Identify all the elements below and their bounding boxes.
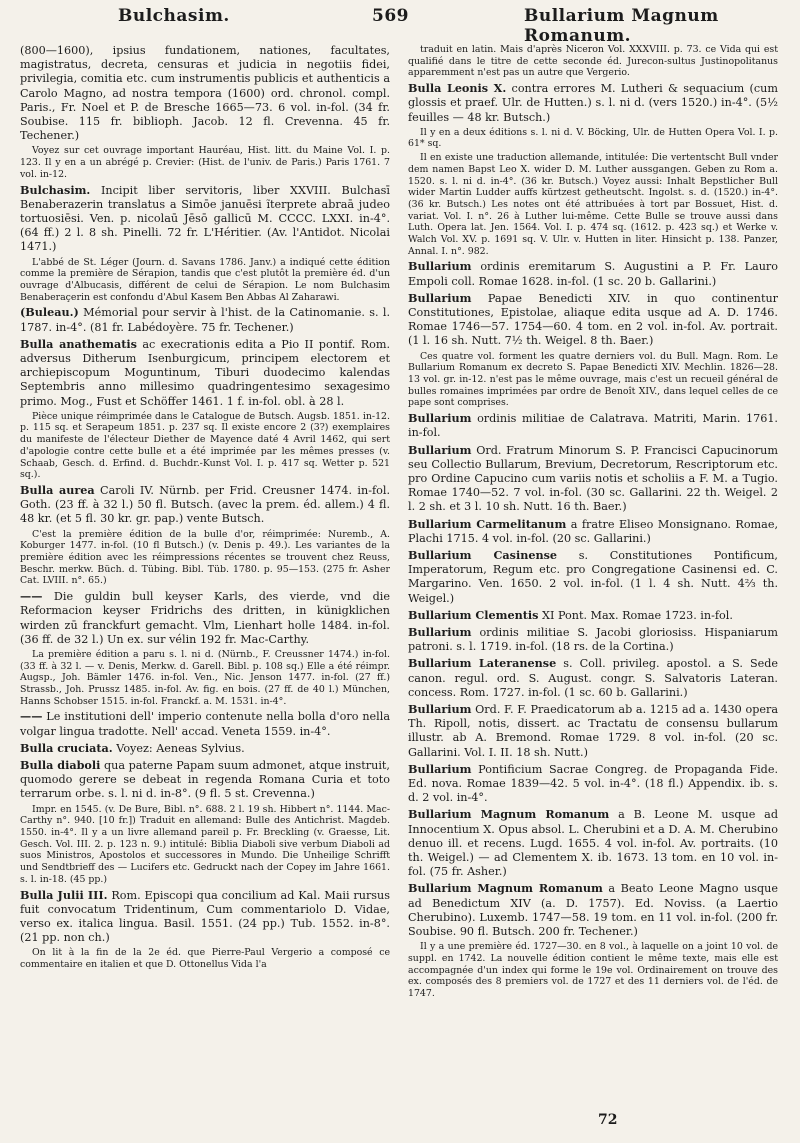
bibliographic-note [20, 649, 390, 708]
bibliographic-note [20, 257, 390, 304]
running-head-left: Bulchasim. [118, 6, 230, 26]
bibliographic-note [408, 351, 778, 410]
bibliographic-entry [20, 483, 390, 527]
entry-text: Mémorial pour servir à l'hist. de la Catinomanie. s. l. 1787. in-4°. (81 fr. Labédoyère. 75 fr. Techener.) [20, 306, 390, 334]
entry-title: Bullarium Magnum Romanum [408, 881, 603, 896]
entry-text: s. Constitutiones Pontificum, Imperatorum, Regum etc. pro Congregatione Casinensi ed. C. Margarino. Ven. 1650. 2 vol. in-fol. (1 l. 4 sh. Nutt. 4⅔ th. Weigel.) [408, 549, 778, 605]
bibliographic-entry [20, 709, 390, 738]
entry-title: Bulchasim. [20, 182, 91, 197]
entry-title: Bulla aurea [20, 483, 95, 497]
bibliographic-note [20, 804, 390, 886]
entry-text: Incipit liber servitoris, liber XXVIII. Bulchasī Benaberazerin translatus a Simōe januēsi ĩterprete abraā judeo tortuosiēsi. Ven. p. nicolaū Jēsō gallicū M. CCCC. LXXI. in-4°. (64 ff.) 2 l. 8 sh. Pinelli. 72 fr. L'Héritier. (Av. l'Antidot. Nicolai 1471.) [20, 183, 390, 254]
entry-text: Pontificium Sacrae Congreg. de Propaganda Fide. Ed. nova. Romae 1839—42. 5 vol. in-4°. (18 fl.) Appendix. ib. s. d. 2 vol. in-4°. [408, 762, 778, 805]
bibliographic-entry [408, 291, 778, 349]
entry-text: L'abbé de St. Léger (Journ. d. Savans 1786. Janv.) a indiqué cette édition comme la première de Sérapion, tandis que c'est plutôt la première éd. d'un ouvrage d'Albucasis, différent de celui de Sérapion. Le nom Bulchasim Benaberaçerin est confondu d'Abul Kasem Ben Abbas Al Zaharawi. [20, 256, 390, 303]
entry-text: Il y a une première éd. 1727—30. en 8 vol., à laquelle on a joint 10 vol. de suppl. en 1742. La nouvelle édition contient le même texte, mais elle est accompagnée d'un index qui forme le 19e vol. Ordinairement on trouve des ex. composés des 8 premiers vol. de 1727 et des 11 derniers vol. de l'éd. de 1747. [408, 941, 778, 1000]
entry-title: Bulla Leonis X. [408, 81, 507, 96]
bibliographic-entry [408, 81, 778, 125]
bibliographic-note [408, 127, 778, 150]
left-column [20, 44, 390, 973]
entry-title: Bullarium Lateranense [408, 656, 557, 671]
page-number: 569 [372, 6, 409, 26]
entry-title: Bulla Julii III. [20, 887, 108, 902]
entry-title: Bullarium [408, 411, 472, 426]
entry-text: Voyez sur cet ouvrage important Hauréau, Hist. litt. du Maine Vol. I. p. 123. Il y en a un abrégé p. Crevier: (Hist. de l'univ. de Paris.) Paris 1761. 7 vol. in-12. [20, 145, 390, 180]
entry-text: XI Pont. Max. Romae 1723. in-fol. [542, 608, 733, 622]
entry-title: Bullarium Casinense [408, 548, 557, 563]
entry-text: Le institutioni dell' imperio contenute nella bolla d'oro nella volgar lingua tradotte. Nell' accad. Veneta 1559. in-4°. [20, 710, 390, 738]
entry-title: Bullarium [408, 761, 472, 776]
entry-title: (Buleau.) [20, 305, 79, 320]
entry-text: Rom. Episcopi qua concilium ad Kal. Maii rursus fuit convocatum Tridentinum, Cum commentariolo D. Vidae, verso ex. italica lingua. Basil. 1551. (24 pp.) Tub. 1552. in-8°. (21 pp. non ch.) [20, 888, 390, 945]
entry-text: Ces quatre vol. forment les quatre derniers vol. du Bull. Magn. Rom. Le Bullarium Romanum ex decreto S. Papae Benedicti XIV. Mechlin. 1826—28. 13 vol. gr. in-12. n'est pas le même ouvrage, mais c'est un recueil général de bulles romaines imprimées par ordre de Benoît XIV., dans lequel celles de ce pape sont comprises. [408, 350, 778, 409]
entry-text: a B. Leone M. usque ad Innocentium X. Opus absol. L. Cherubini et a D. A. M. Cherubino denuo ill. et recens. Lugd. 1655. 4 vol. in-fol. Av. portraits. (10 th. Weigel.) — ad Clementem X. ib. 1673. 13 tom. en 10 vol. in-fol. (75 fr. Asher.) [408, 808, 778, 879]
bibliographic-entry [20, 589, 390, 647]
entry-text: Voyez: Aeneas Sylvius. [116, 741, 245, 755]
entry-text: ordinis militiae de Calatrava. Matriti, Marin. 1761. in-fol. [408, 412, 778, 440]
entry-title: Bulla cruciata. [20, 740, 113, 755]
bibliographic-entry [408, 443, 778, 515]
bibliographic-entry [20, 337, 390, 409]
entry-title: —— [20, 589, 43, 604]
entry-text: a Beato Leone Magno usque ad Benedictum XIV (a. D. 1757). Ed. Noviss. (a Laertio Cherubino). Luxemb. 1747—58. 19 tom. en 11 vol. in-fol. (200 fr. Soubise. 90 fl. Butsch. 200 fr. Techener.) [408, 882, 778, 939]
bibliographic-note [20, 947, 390, 970]
bibliographic-note [408, 152, 778, 257]
entry-text: contra errores M. Lutheri & sequacium (cum glossis et praef. Ulr. de Hutten.) s. l. ni d. (vers 1520.) in-4°. (5½ feuilles — 48 kr. Butsch.) [408, 82, 778, 124]
bibliographic-entry [408, 702, 778, 760]
running-head-right: Bullarium Magnum Romanum. [524, 6, 719, 46]
entry-text: Il en existe une traduction allemande, intitulée: Die vertentscht Bull vnder dem namen Bapst Leo X. wider D. M. Luther aussgangen. Geben zu Rom a. 1520. s. l. ni d. in-4°. (36 kr. Butsch.) Voyez aussi: Inhalt Bepstlicher Bull wider Martin Ludder auffs kürtzest getheutscht. Ingolst. s. d. (1520.) in-4°. (36 kr. Butsch.) Les notes ont été attribuées à tort par Bossuet, Hist. d. variat. Vol. I. n°. 26 à Luther lui-même. Cette Bulle se trouve aussi dans Luth. Opera lat. Jen. 1564. Vol. I. p. 474 sq. (1612. p. 423 sq.) et Werke v. Walch Vol. XV. p. 1691 sq. V. Ulr. v. Hutten in liter. Hinsicht p. 138. Panzer, Annal. I. n°. 982. [408, 152, 778, 257]
entry-title: —— [20, 709, 43, 724]
entry-text: qua paterne Papam suum admonet, atque instruit, quomodo gerere se debeat in regenda Romana Curia et toto terrarum orbe. s. l. ni d. in-8°. (9 fl. 5 st. Crevenna.) [20, 759, 390, 801]
bibliographic-entry [408, 807, 778, 879]
bibliographic-entry [408, 411, 778, 440]
bibliographic-note [20, 529, 390, 588]
entry-text: traduit en latin. Mais d'après Niceron Vol. XXXVIII. p. 73. ce Vida qui est qualifié dans le titre de cette seconde éd. Jurecon-sultus Justinopolitanus apparemment n'est pas un autre que Vergerio. [408, 44, 778, 79]
entry-text: C'est la première édition de la bulle d'or, réimprimée: Nuremb., A. Koburger 1477. in-fol. (10 fl Butsch.) (v. Denis p. 49.). Les variantes de la première édition avec les réimpressions récentes se trouvent chez Reuss, Beschr. merkw. Büch. d. Tübing. Bibl. Tüb. 1780. p. 95—153. (275 fr. Asher Cat. LVIII. n°. 65.) [20, 528, 390, 587]
entry-title: Bullarium [408, 442, 472, 457]
entry-title: Bullarium Magnum Romanum [408, 807, 610, 822]
bibliographic-note [408, 44, 778, 79]
entry-title: Bulla anathematis [20, 336, 137, 351]
entry-title: Bullarium [408, 290, 472, 305]
entry-text: ordinis militiae S. Jacobi gloriosiss. Hispaniarum patroni. s. l. 1719. in-fol. (18 rs. de la Cortina.) [408, 626, 778, 654]
entry-text: Papae Benedicti XIV. in quo continentur Constitutiones, Epistolae, aliaque edita usque ad A. D. 1746. Romae 1746—57. 1754—60. 4 tom. en 2 vol. in-fol. Av. portrait. (1 l. 16 sh. Nutt. 7½ th. Weigel. 8 th. Baer.) [408, 291, 778, 348]
bibliographic-entry [20, 758, 390, 802]
bibliographic-note [408, 941, 778, 1000]
entry-text: Il y en a deux éditions s. l. ni d. V. Böcking, Ulr. de Hutten Opera Vol. I. p. 61* sq. [408, 126, 778, 150]
entry-title: Bulla diaboli [20, 758, 101, 773]
entry-text: Ord. F. F. Praedicatorum ab a. 1215 ad a. 1430 opera Th. Ripoll, notis, dissert. ac Tractatu de consensu bullarum illustr. ab A. Bremond. Romae 1729. 8 vol. in-fol. (20 sc. Gallarini. Vol. I. II. 18 sh. Nutt.) [408, 703, 778, 759]
entry-text: Caroli IV. Nürnb. per Frid. Creusner 1474. in-fol. Goth. (23 ff. à 32 l.) 50 fl. Butsch. (avec la prem. éd. allem.) 4 fl. 48 kr. (et 5 fl. 30 kr. gr. pap.) vente Butsch. [20, 484, 390, 526]
bibliographic-entry [408, 762, 778, 806]
bibliographic-entry [408, 608, 778, 623]
entry-text: ac execrationis edita a Pio II pontif. Rom. adversus Ditherum Isenburgicum, principem electorem et archiepiscopum Moguntinum, Tiburi duodecimo kalendas Septembris anno millesimo quadringentesimo sexagesimo primo. Mog., Fust et Schöffer 1461. 1 f. in-fol. obl. à 28 l. [20, 337, 391, 408]
right-column [408, 44, 778, 1002]
bibliographic-entry [20, 305, 390, 334]
signature-mark: 72 [598, 1112, 618, 1128]
entry-text: (800—1600), ipsius fundationem, nationes, facultates, magistratus, decreta, censuras et judicia in negotiis fidei, privilegia, comitia etc. cum instrumentis publicis et authenticis a Carolo Magno, ad nostra tempora (1600) ord. chronol. compl. Paris., Fr. Noel et P. de Bresche 1665—73. 6 vol. in-fol. (34 fr. Soubise. 115 fr. biblioph. Jacob. 12 fl. Crevenna. 45 fr. Techener.) [20, 44, 390, 143]
entry-text: La première édition a paru s. l. ni d. (Nürnb., F. Creussner 1474.) in-fol. (33 ff. à 32 l. — v. Denis, Merkw. d. Garell. Bibl. p. 108 sq.) Elle a été réimpr. Augsp., Joh. Bämler 1476. in-fol. Ven., Nic. Jenson 1477. in-fol. (27 ff.) Strassb., Joh. Prussz 1485. in-fol. Av. fig. en bois. (27 ff. de 40 l.) München, Hanns Schobser 1515. in-fol. Franckf. a. M. 1531. in-4°. [20, 648, 390, 707]
entry-title: Bullarium Clementis [408, 607, 539, 622]
entry-text: s. Coll. privileg. apostol. a S. Sede canon. regul. ord. S. August. congr. S. Salvatoris Lateran. concess. Rom. 1727. in-fol. (1 sc. 60 b. Gallarini.) [408, 657, 779, 699]
entry-title: Bullarium [408, 702, 472, 717]
bibliographic-entry [408, 259, 778, 288]
bibliographic-entry [20, 183, 390, 255]
entry-text: Impr. en 1545. (v. De Bure, Bibl. n°. 688. 2 l. 19 sh. Hibbert n°. 1144. Mac-Carthy n°. 940. [10 fr.]) Traduit en allemand: Bulle des Antichrist. Magdeb. 1550. in-4°. Il y a un livre allemand pareil p. Fr. Breckling (v. Graesse, Lit. Gesch. Vol. III. 2. p. 123 n. 9.) intitulé: Biblia Diaboli sive verbum Diaboli ad suos Ministros, Apostolos et successores in Mundo. Die Unheilige Schrifft und Sendtbrieff des — Lucifers etc. Gedruckt nach der Copey im Jahre 1661. s. l. in-18. (45 pp.) [20, 803, 390, 885]
entry-text: On lit à la fin de la 2e éd. que Pierre-Paul Vergerio a composé ce commentaire en italien et que D. Ottonellus Vida l'a [20, 947, 390, 971]
bibliographic-entry [408, 548, 778, 606]
entry-text: a fratre Eliseo Monsignano. Romae, Plachi 1715. 4 vol. in-fol. (20 sc. Gallarini.) [408, 517, 779, 545]
bibliographic-entry [408, 517, 778, 546]
bibliographic-note [20, 411, 390, 481]
bibliographic-entry [20, 44, 390, 143]
bibliographic-entry [408, 656, 778, 700]
entry-text: Die guldin bull keyser Karls, des vierde, vnd die Reformacion keyser Fridrichs des dritten, in künigklichen wirden zū franckfurt gemacht. Vlm, Lienhart holle 1484. in-fol. (36 ff. de 32 l.) Un ex. sur vélin 192 fr. Mac-Carthy. [20, 590, 390, 646]
entry-title: Bullarium Carmelitanum [408, 516, 567, 531]
entry-text: Ord. Fratrum Minorum S. P. Francisci Capucinorum seu Collectio Bullarum, Brevium, Decretorum, Rescriptorum etc. pro Ordine Capucino cum variis notis et scholiis a F. M. a Tugio. Romae 1740—52. 7 vol. in-fol. (30 sc. Gallarini. 22 th. Weigel. 2 l. 2 sh. et 3 l. 10 sh. Nutt. 16 th. Baer.) [408, 443, 778, 514]
bibliographic-note [20, 145, 390, 180]
bibliographic-entry [408, 881, 778, 939]
bibliographic-entry [20, 741, 390, 756]
entry-text: ordinis eremitarum S. Augustini a P. Fr. Lauro Empoli coll. Romae 1628. in-fol. (1 sc. 20 b. Gallarini.) [408, 260, 778, 288]
bibliographic-entry [20, 888, 390, 946]
entry-title: Bullarium [408, 625, 472, 640]
entry-title: Bullarium [408, 259, 472, 274]
entry-text: Pièce unique réimprimée dans le Catalogue de Butsch. Augsb. 1851. in-12. p. 115 sq. et Serapeum 1851. p. 237 sq. Il existe encore 2 (3?) exemplaires du manifeste de l'électeur Diether de Mayence daté 4 Avril 1462, qui sert d'apologie contre cette bulle et a été imprimée par les mêmes presses (v. Schaab, Gesch. d. Erfind. d. Buchdr.-Kunst Vol. I. p. 417 sq. Wetter p. 521 sq.). [20, 410, 390, 481]
bibliographic-entry [408, 625, 778, 654]
